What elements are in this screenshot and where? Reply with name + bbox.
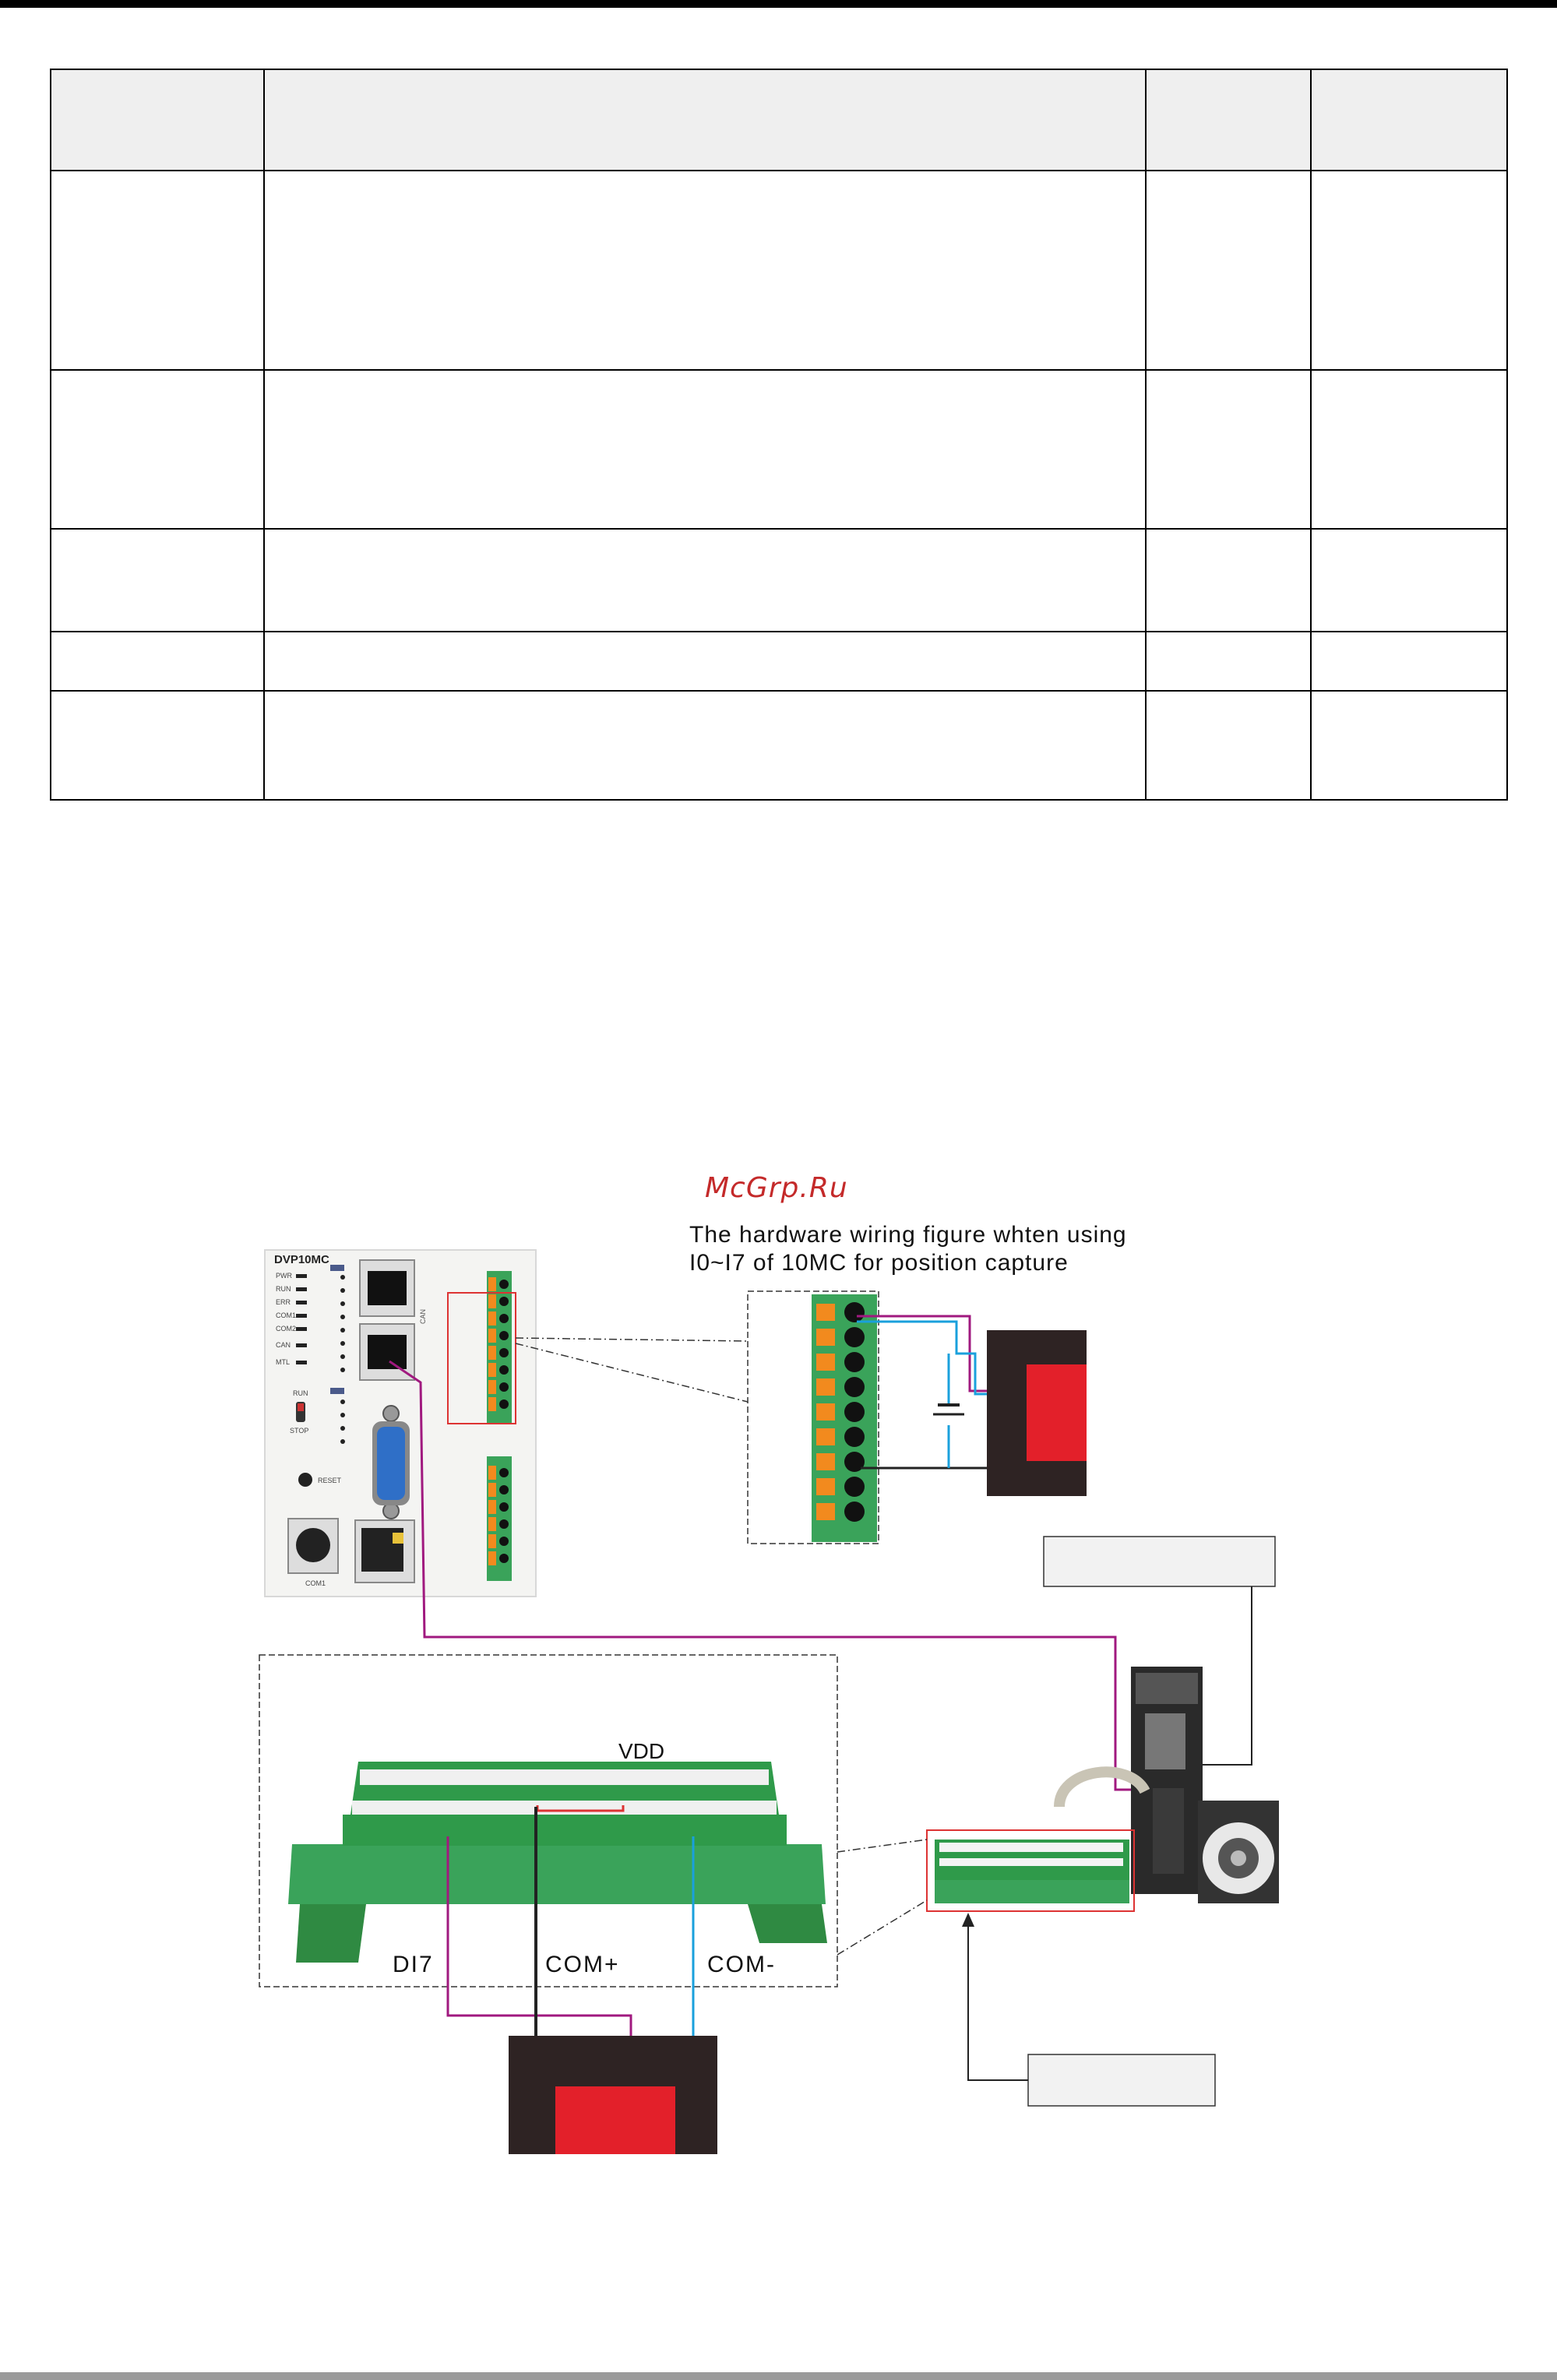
plc-output-terminal xyxy=(487,1456,512,1581)
reset-label: RESET xyxy=(318,1477,342,1484)
db9-connector xyxy=(372,1406,410,1519)
callout-servo-drive xyxy=(1044,1537,1275,1586)
vdd-label: VDD xyxy=(618,1739,665,1763)
di7-label: DI7 xyxy=(393,1952,434,1977)
plc-module xyxy=(265,1250,536,1597)
terminal-board-large xyxy=(259,1655,837,1987)
com-plus-label: COM+ xyxy=(545,1952,620,1977)
proximity-sensor-top xyxy=(987,1330,1087,1496)
zoom-line-top xyxy=(516,1338,748,1341)
proximity-sensor-bottom xyxy=(509,2036,717,2154)
svg-text:CAN: CAN xyxy=(276,1341,291,1349)
com1-label: COM1 xyxy=(305,1579,326,1587)
caption-line-2: I0~I7 of 10MC for position capture xyxy=(689,1250,1069,1276)
com-minus-label: COM- xyxy=(707,1952,776,1977)
callout-line-bottom xyxy=(968,1922,1028,2080)
callout-terminal-board xyxy=(1028,2054,1215,2106)
svg-text:PWR: PWR xyxy=(276,1272,292,1280)
zoomed-terminal xyxy=(748,1291,879,1544)
bottom-rule xyxy=(0,2372,1557,2380)
stop-label: STOP xyxy=(290,1427,309,1435)
run-label: RUN xyxy=(293,1389,308,1397)
svg-text:COM1: COM1 xyxy=(276,1311,297,1319)
zoom-line-bottom xyxy=(516,1343,748,1402)
plc-model-label: DVP10MC xyxy=(274,1253,329,1266)
watermark: McGrp.Ru xyxy=(705,1172,848,1204)
reset-button xyxy=(298,1473,312,1487)
svg-text:ERR: ERR xyxy=(276,1298,291,1306)
terminal-board-small xyxy=(927,1830,1134,1911)
caption-line-1: The hardware wiring figure whten using xyxy=(689,1222,1127,1248)
svg-text:RUN: RUN xyxy=(276,1285,291,1293)
can-label: CAN xyxy=(419,1308,427,1324)
svg-text:COM2: COM2 xyxy=(276,1325,297,1333)
svg-text:MTL: MTL xyxy=(276,1358,290,1366)
servo-motor xyxy=(1198,1801,1279,1903)
